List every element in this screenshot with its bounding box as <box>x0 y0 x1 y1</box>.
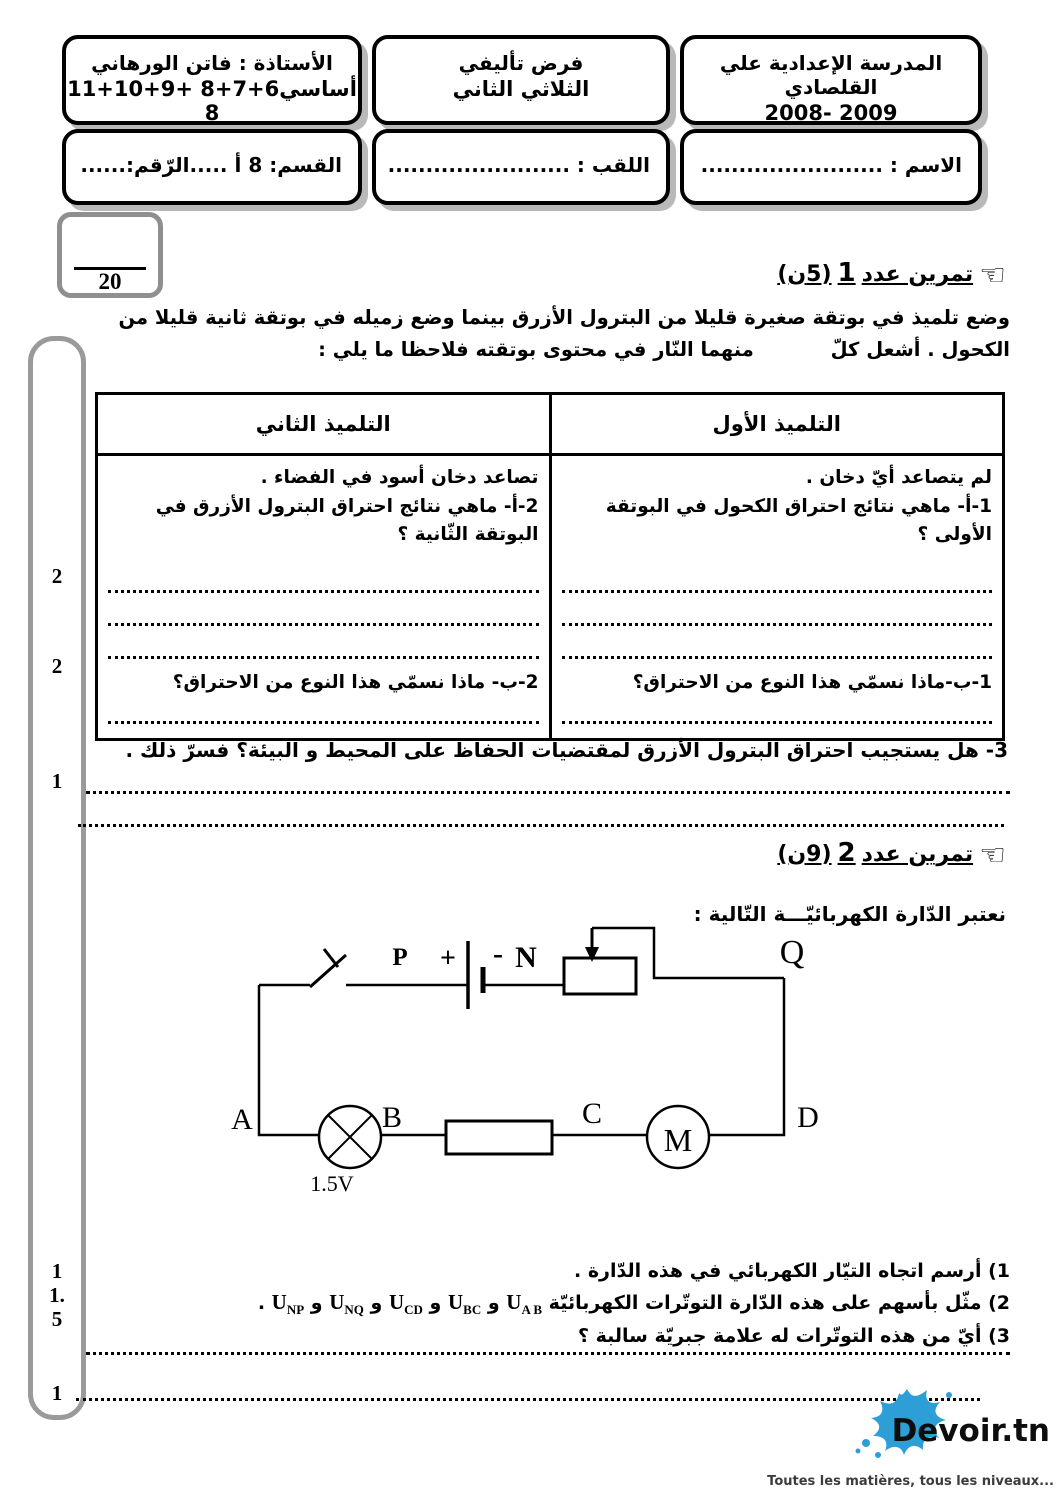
school-name: المدرسة الإعدادية علي القلصادي <box>719 51 943 99</box>
class-box <box>62 129 362 205</box>
table-header-row <box>97 394 1004 455</box>
question2-suffix: . <box>257 1292 266 1315</box>
teacher-name: الأستاذة : فاتن الورهاني <box>91 51 333 75</box>
terminal-label-A: A <box>231 1103 253 1136</box>
splat-drop <box>875 1452 881 1458</box>
school-box <box>680 35 982 125</box>
exercise1-points: (5ن) <box>777 262 832 287</box>
answer-line <box>562 634 993 659</box>
answer-line <box>562 699 993 724</box>
answer-line <box>86 1326 1010 1355</box>
student2-question-b: 2-ب- ماذا نسمّي هذا النوع من الاحتراق؟ <box>172 672 539 693</box>
voltage-label: $U_{NP}$ <box>271 1290 305 1318</box>
splat-drop <box>862 1439 870 1447</box>
student2-observation: تصاعد دخان أسود في الفضاء . <box>260 467 539 488</box>
battery-plus-sign: + <box>440 943 456 974</box>
student2-cell <box>97 455 551 740</box>
margin-score-bar <box>28 336 86 1420</box>
exam-type: فرض تأليفي <box>458 51 584 75</box>
terminal-label-D: D <box>797 1101 819 1134</box>
margin-score: 2 <box>51 564 63 588</box>
margin-score: 2 <box>51 654 63 678</box>
exercise2-points: (9ن) <box>777 842 832 867</box>
margin-score: 1 <box>51 769 63 793</box>
exercise2-number: 2 <box>837 838 856 868</box>
pointing-hand-icon: ☜ <box>979 258 1006 293</box>
score-box <box>57 212 163 298</box>
margin-score: 1 <box>51 1381 63 1405</box>
exercise1-title <box>777 258 1006 293</box>
and-separator: و <box>429 1292 442 1315</box>
answer-line <box>108 568 539 593</box>
and-separator: و <box>370 1292 383 1315</box>
exercise1-intro-line1: وضع تلميذ في بوتقة صغيرة قليلا من البترول الأزرق بينما وضع زميله في بوتقة ثانية قليلا من الكحول . أشعل كلّ <box>118 306 1010 362</box>
margin-score: 1. <box>49 1283 65 1307</box>
electric-circuit-diagram <box>220 915 840 1205</box>
motor-label: M <box>663 1122 693 1158</box>
exercise2-title <box>777 838 1006 873</box>
school-year: 2008- 2009 <box>764 101 898 125</box>
table-body-row <box>97 455 1004 740</box>
terminal-label-N: N <box>515 941 537 974</box>
devoir-logo-text: Devoir.tn <box>891 1413 1050 1449</box>
answer-line <box>562 568 993 593</box>
student2-question-a: 2-أ- ماهي نتائج احتراق البترول الأزرق في البوتقة الثّانية ؟ <box>155 495 539 546</box>
answer-line <box>86 765 1010 794</box>
voltage-label: $U_{A B}$ <box>506 1290 543 1318</box>
voltage-label: $U_{NQ}$ <box>329 1290 364 1318</box>
voltage-label: $U_{CD}$ <box>388 1290 423 1318</box>
terminal-label-Q: Q <box>779 934 805 971</box>
teacher-levels: 11+10+9+ 8+7+6أساسي 8 <box>67 77 357 125</box>
terminal-label-P: P <box>392 944 408 971</box>
splat-drop <box>856 1449 861 1454</box>
exam-term: الثلاثي الثاني <box>452 77 590 101</box>
answer-line <box>562 601 993 626</box>
margin-score: 1 <box>51 1259 63 1283</box>
margin-score: 5 <box>51 1307 63 1331</box>
answer-line <box>78 798 1004 827</box>
exercise2-intro: نعتبر الدّارة الكهربائيّـــة التّالية : <box>693 902 1006 926</box>
name-field: الاسم : ........................ <box>700 153 962 177</box>
exercise1-question3: 3- هل يستجيب احتراق البترول الأزرق لمقتضيات الحفاظ على المحيط و البيئة؟ فسرّ ذلك . <box>125 738 1008 762</box>
resistor-body <box>446 1121 552 1154</box>
lamp-voltage-label: 1.5V <box>310 1171 354 1196</box>
exercise2-question2 <box>90 1286 1010 1321</box>
devoir-tagline: Toutes les matières, tous les niveaux... <box>767 1474 1054 1489</box>
question2-prefix: 2) مثّل بأسهم على هذه الدّارة التوتّرات الكهربائيّة <box>548 1292 1010 1315</box>
terminal-label-C: C <box>581 1097 603 1130</box>
voltage-label: $U_{BC}$ <box>447 1290 482 1318</box>
battery-minus-sign: - <box>493 937 503 970</box>
score-total: 20 <box>98 269 122 294</box>
exercise1-number: 1 <box>837 258 856 288</box>
exercise2-title-text: تمرين عدد <box>861 842 974 867</box>
name-box <box>680 129 982 205</box>
pointing-hand-icon: ☜ <box>979 838 1006 873</box>
table-header-student2: التلميذ الثاني <box>97 394 551 455</box>
exam-title-box <box>372 35 670 125</box>
student1-question-a: 1-أ- ماهي نتائج احتراق الكحول في البوتقة الأولى ؟ <box>605 495 992 546</box>
teacher-box <box>62 35 362 125</box>
answer-line <box>108 601 539 626</box>
terminal-label-B: B <box>381 1101 403 1134</box>
student1-observation: لم يتصاعد أيّ دخان . <box>805 467 992 488</box>
surname-box <box>372 129 670 205</box>
switch-contact <box>324 949 338 967</box>
rheostat-body <box>564 958 636 994</box>
student1-cell <box>550 455 1004 740</box>
students-observations-table <box>95 392 1005 741</box>
answer-line <box>108 634 539 659</box>
class-field: القسم: 8 أ .....الرّقم:...... <box>80 153 342 177</box>
devoir-footer <box>758 1387 1058 1491</box>
switch-blade <box>310 955 346 987</box>
and-separator: و <box>487 1292 500 1315</box>
answer-line <box>108 699 539 724</box>
table-header-student1: التلميذ الأول <box>550 394 1004 455</box>
exercise1-title-text: تمرين عدد <box>861 262 974 287</box>
exercise2-question3: 3) أيّ من هذه التوتّرات له علامة جبريّة سالبة ؟ <box>577 1325 1010 1348</box>
exercise1-intro-line2: منهما النّار في محتوى بوتقته فلاحظا ما يلي : <box>318 338 754 361</box>
exercise2-question1: 1) أرسم اتجاه التيّار الكهربائي في هذه الدّارة . <box>573 1260 1010 1282</box>
surname-field: اللقب : ........................ <box>387 153 650 177</box>
and-separator: و <box>310 1292 323 1315</box>
student1-question-b: 1-ب-ماذا نسمّي هذا النوع من الاحتراق؟ <box>632 672 992 693</box>
splat-drop <box>946 1392 952 1398</box>
